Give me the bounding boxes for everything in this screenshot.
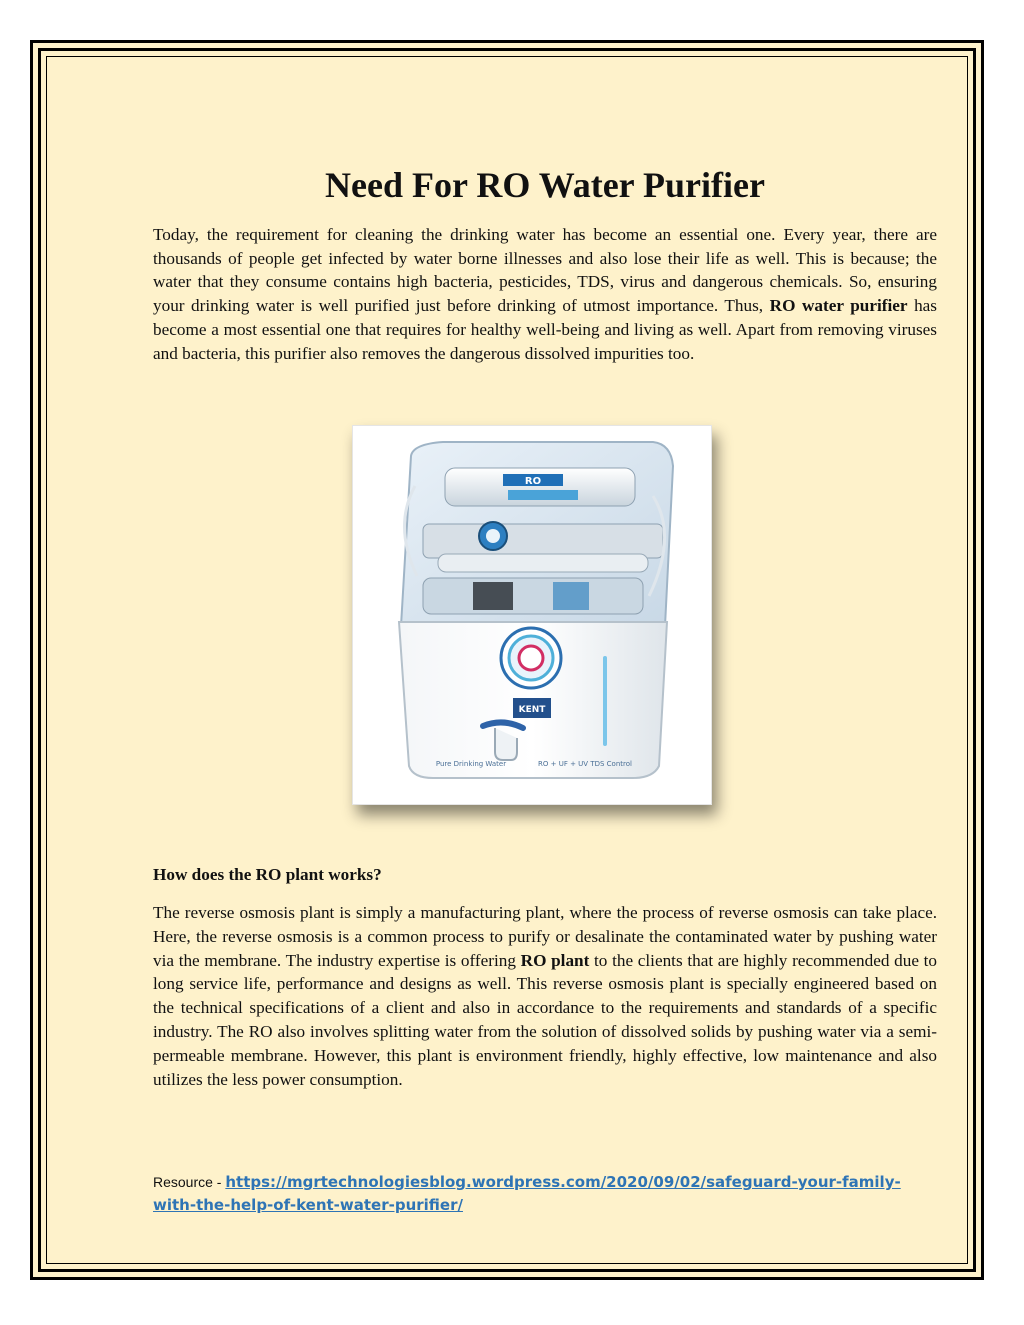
intro-paragraph: [153, 223, 937, 365]
brand-label: KENT: [518, 705, 546, 715]
intro-text-end: has become a most essential one that requires for healthy well-being and living as well. Apart from removing viruses and bacteria, this purifier also removes the dangerous dissolved impurities too.: [153, 296, 937, 363]
section-bold-term: RO plant: [520, 950, 590, 970]
section-text-end: to the clients that are highly recommended due to long service life, performance and designs as well. This reverse osmosis plant is specially engineered based on the technical specifications of a client and also in accordance to the requirements and standards of a specific industry. The RO also involves splitting water from the solution of dissolved solids by pushing water via a semi-permeable membrane. However, this plant is environment friendly, highly effective, low maintenance and also utilizes the less power consumption.: [153, 950, 938, 1089]
page-title: Need For RO Water Purifier: [325, 165, 765, 205]
bottom-right-label: RO + UF + UV TDS Control: [538, 760, 632, 768]
section-paragraph: [153, 901, 937, 1091]
resource-line: [153, 1171, 937, 1217]
water-purifier-illustration: [353, 426, 711, 804]
section-heading: How does the RO plant works?: [153, 865, 382, 884]
resource-label: Resource -: [153, 1174, 226, 1190]
resource-link[interactable]: https://mgrtechnologiesblog.wordpress.com/2020/09/02/safeguard-your-family-with-the-help-of-kent-water-purifier/: [153, 1173, 901, 1214]
document-content: [153, 163, 938, 1214]
water-purifier-image: [352, 425, 712, 805]
intro-text-start: Today, the requirement for cleaning the drinking water has become an essential one. Every year, there are thousands of people get infected by water borne illnesses and also lose their life as well. This is because; the water that they consume contains high bacteria, pesticides, TDS, virus and dangerous chemicals. So, ensuring your drinking water is well purified just before drinking of utmost importance. Thus,: [153, 225, 937, 316]
section-text-start: The reverse osmosis plant is simply a manufacturing plant, where the process of reverse osmosis can take place. Here, the reverse osmosis is a common process to purify or desalinate the contaminated water by pushing water via the membrane. The industry expertise is offering: [153, 903, 937, 970]
intro-bold-term: RO water purifier: [769, 296, 908, 316]
page-border: [30, 40, 984, 1280]
bottom-left-label: Pure Drinking Water: [435, 760, 507, 768]
filter-ro-label: RO: [524, 476, 542, 487]
